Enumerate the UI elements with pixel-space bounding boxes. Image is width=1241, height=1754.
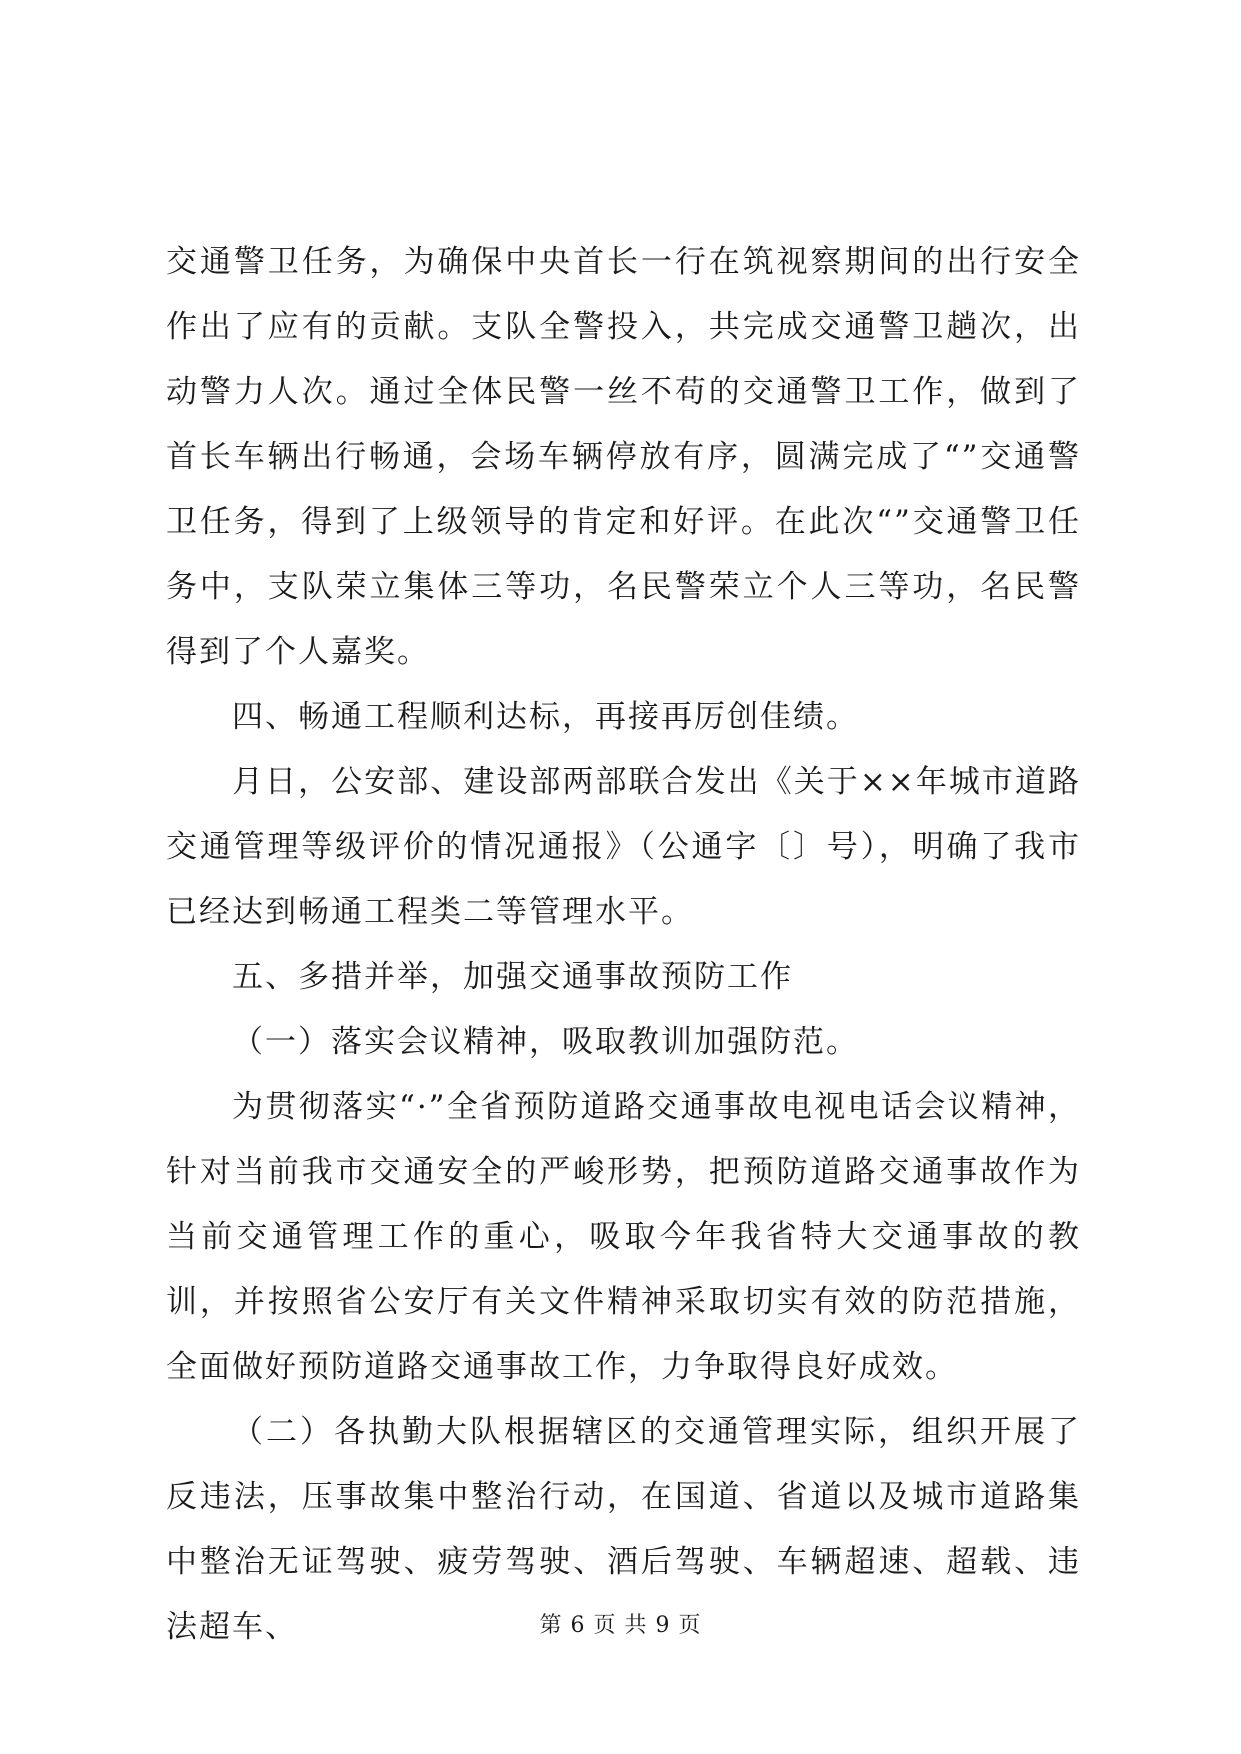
subsection-paragraph-2: （二）各执勤大队根据辖区的交通管理实际，组织开展了反违法，压事故集中整治行动，在国道、省道以及城市道路集中整治无证驾驶、疲劳驾驶、酒后驾驶、车辆超速、超载、违法超车、	[166, 1414, 1081, 1645]
paragraph: 月日，公安部、建设部两部联合发出《关于××年城市道路交通管理等级评价的情况通报》（公通字〔〕号），明确了我市已经达到畅通工程类二等管理水平。	[166, 764, 1081, 930]
subsection-heading-1: （一）落实会议精神，吸取教训加强防范。	[232, 1024, 859, 1060]
paragraph: 为贯彻落实“·”全省预防道路交通事故电视电话会议精神，针对当前我市交通安全的严峻形势，把预防道路交通事故作为当前交通管理工作的重心，吸取今年我省特大交通事故的教训，并按照省公安厅有关文件精神采取切实有效的防范措施，全面做好预防道路交通事故工作，力争取得良好成效。	[166, 1089, 1081, 1385]
section-heading-4: 四、畅通工程顺利达标，再接再厉创佳绩。	[232, 699, 859, 735]
paragraph-continuation: 交通警卫任务，为确保中央首长一行在筑视察期间的出行安全作出了应有的贡献。支队全警投入，共完成交通警卫趟次，出动警力人次。通过全体民警一丝不苟的交通警卫工作，做到了首长车辆出行畅通，会场车辆停放有序，圆满完成了“”交通警卫任务，得到了上级领导的肯定和好评。在此次“”交通警卫任务中，支队荣立集体三等功，名民警荣立个人三等功，名民警得到了个人嘉奖。	[166, 244, 1081, 670]
document-body	[166, 230, 1081, 1660]
section-heading-5: 五、多措并举，加强交通事故预防工作	[232, 959, 793, 995]
page-number-footer: 第 6 页 共 9 页	[539, 1613, 702, 1638]
